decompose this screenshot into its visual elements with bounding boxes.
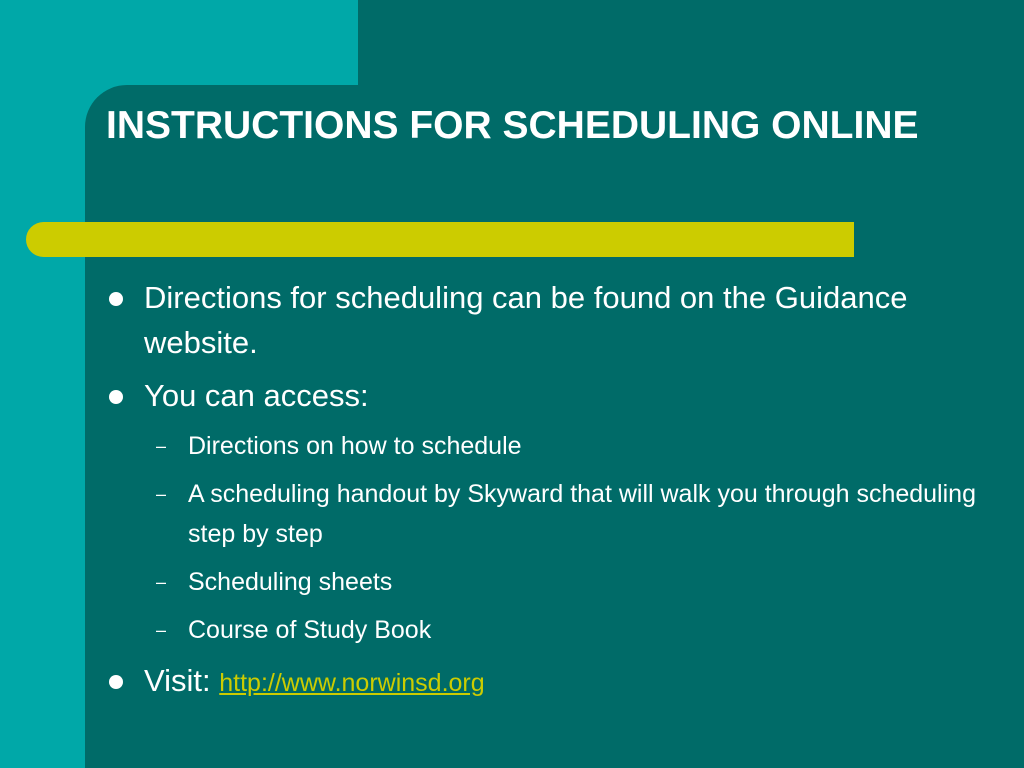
dash-icon: – — [156, 572, 167, 592]
dash-icon: – — [156, 436, 167, 456]
slide-title: INSTRUCTIONS FOR SCHEDULING ONLINE — [106, 104, 919, 147]
sub-bullet-list — [106, 426, 986, 650]
website-link[interactable]: http://www.norwinsd.org — [219, 669, 485, 697]
sub-bullet-item — [106, 426, 986, 466]
sub-bullet-item — [106, 562, 986, 602]
sub-bullet-text: A scheduling handout by Skyward that will walk you through scheduling step by step — [188, 480, 976, 548]
bullet-text: You can access: — [144, 378, 369, 413]
bullet-item — [106, 275, 986, 365]
sub-bullet-text: Course of Study Book — [188, 616, 432, 644]
bullet-text: Directions for scheduling can be found on the Guidance website. — [144, 280, 908, 360]
sub-bullet-item — [106, 474, 986, 554]
bullet-dot-icon — [109, 390, 123, 404]
visit-label: Visit: — [144, 663, 211, 698]
sub-bullet-text: Directions on how to schedule — [188, 432, 522, 460]
bullet-dot-icon — [109, 292, 123, 306]
bullet-dot-icon — [109, 675, 123, 689]
sub-bullet-item — [106, 610, 986, 650]
slide-content — [106, 275, 986, 714]
accent-bar — [26, 222, 854, 257]
dash-icon: – — [156, 620, 167, 640]
bullet-item — [106, 373, 986, 418]
bullet-item-visit — [106, 658, 986, 706]
sub-bullet-text: Scheduling sheets — [188, 568, 393, 596]
dash-icon: – — [156, 484, 167, 504]
